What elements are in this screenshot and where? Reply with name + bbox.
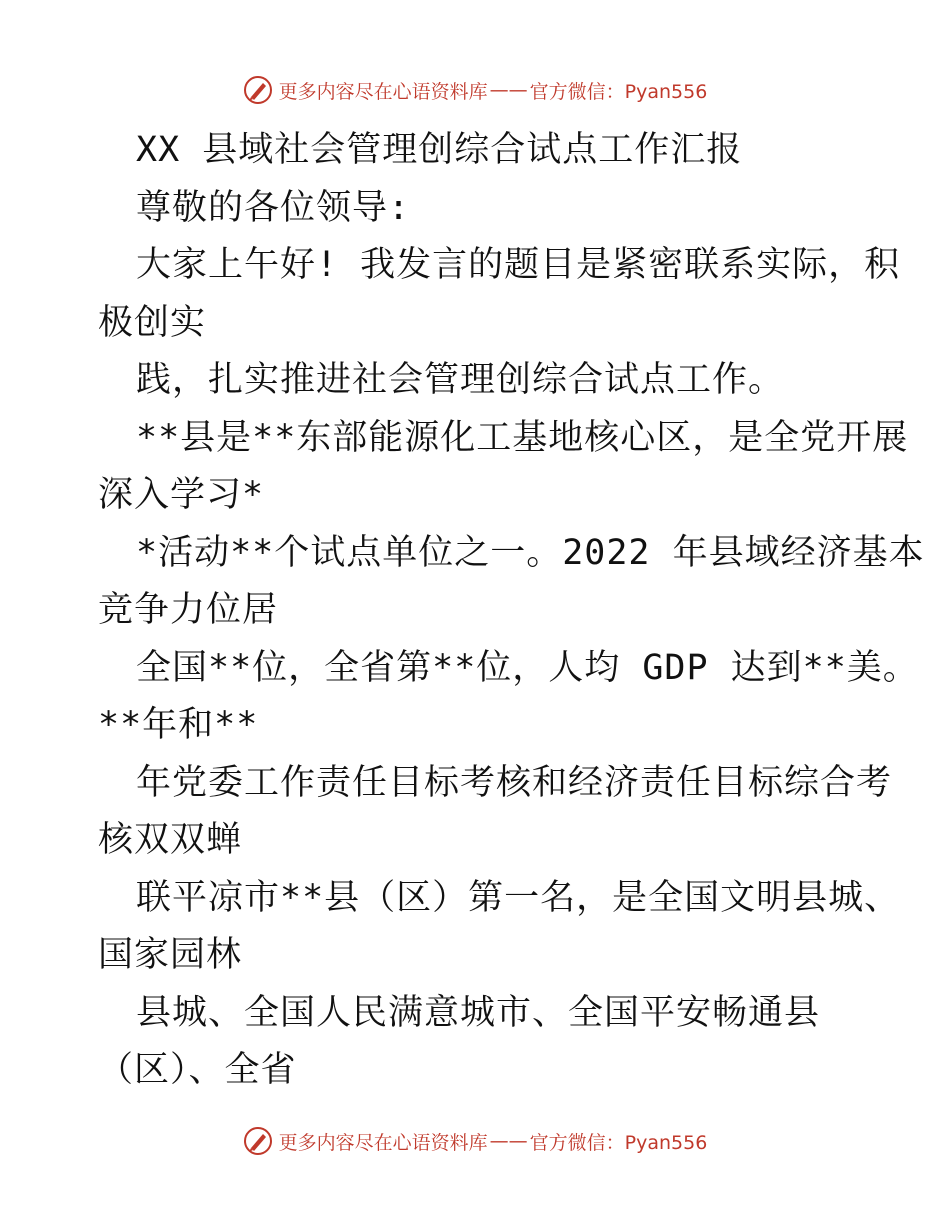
document-line: 县城、全国人民满意城市、全国平安畅通县 <box>136 992 821 1033</box>
banner-contact-text: 官方微信：Pyan556 <box>529 1131 708 1154</box>
document-line: 核双双蝉 <box>98 820 243 860</box>
document-line: **县是**东部能源化工基地核心区，是全党开展 <box>136 417 909 458</box>
document-line: 年党委工作责任目标考核和经济责任目标综合考 <box>136 762 893 803</box>
document-line: 联平凉市**县（区）第一名，是全国文明县城、 <box>136 877 901 918</box>
pen-logo-icon <box>243 75 273 105</box>
footer-watermark-banner <box>0 1121 950 1161</box>
document-line: 竞争力位居 <box>98 590 279 630</box>
banner-brand-text: 更多内容尽在心语资料库 <box>278 80 488 103</box>
pen-logo-icon <box>243 1126 273 1156</box>
document-line: （区）、全省 <box>98 1050 297 1090</box>
document-line: 全国**位，全省第**位，人均 GDP 达到**美。 <box>136 647 919 688</box>
banner-separator: —— <box>489 1130 528 1152</box>
document-line: 尊敬的各位领导: <box>136 187 411 228</box>
document-body <box>98 122 925 1100</box>
document-line: 极创实 <box>98 302 207 343</box>
document-line: *活动**个试点单位之一。2022 年县域经济基本 <box>136 532 925 573</box>
document-line: XX 县域社会管理创综合试点工作汇报 <box>136 130 743 170</box>
document-line: 践，扎实推进社会管理创综合试点工作。 <box>136 360 785 400</box>
document-line: 深入学习* <box>98 475 265 515</box>
banner-separator: —— <box>489 79 528 101</box>
header-watermark-banner <box>0 70 950 110</box>
document-line: 国家园林 <box>98 935 243 975</box>
banner-brand-text: 更多内容尽在心语资料库 <box>278 1131 488 1154</box>
document-line: 大家上午好! 我发言的题目是紧密联系实际，积 <box>136 245 901 285</box>
banner-contact-text: 官方微信：Pyan556 <box>529 80 708 103</box>
document-line: **年和** <box>98 705 259 745</box>
